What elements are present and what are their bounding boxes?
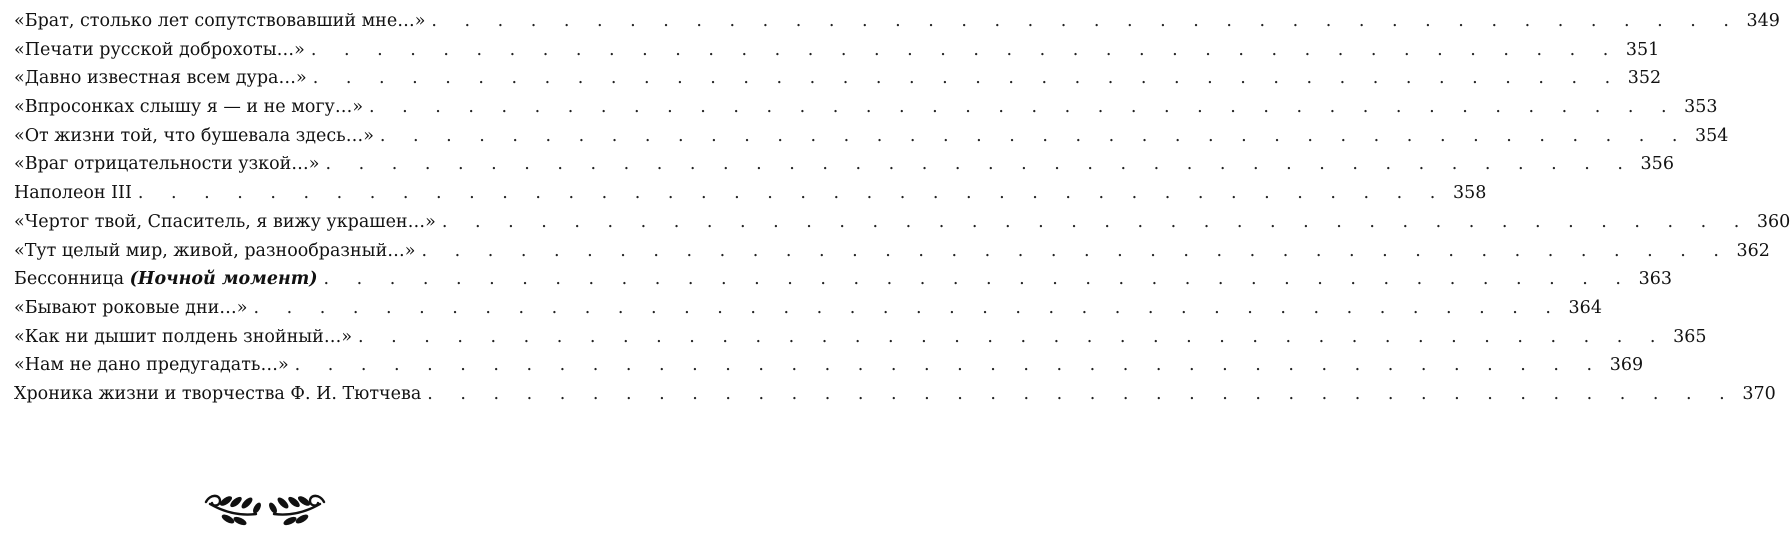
laurel-sprigs-ornament-icon xyxy=(200,488,330,528)
toc-entry-title: «Впросонках слышу я — и не могу…» xyxy=(14,97,364,118)
toc-entry-title: «Тут целый мир, живой, разнообразный…» xyxy=(14,240,416,261)
toc-leader-dots: . . . . . . . . . . . . . . . . . . . . . . . . . . . . . . . . . . . . . . . . xyxy=(325,154,1634,175)
toc-entry-page: 358 xyxy=(1452,183,1487,204)
toc-entry xyxy=(14,150,1674,179)
toc-entry-title-main: Бессонница xyxy=(14,269,125,290)
toc-entry xyxy=(14,64,1662,93)
toc-entry xyxy=(14,93,1718,122)
toc-entry xyxy=(14,294,1602,323)
toc-entry-page: 354 xyxy=(1694,125,1729,146)
toc-entry-page: 365 xyxy=(1673,326,1707,347)
toc-leader-dots: . . . . . . . . . . . . . . . . . . . . . . . . . . . . . . . . . . . . . . . . xyxy=(294,355,1604,376)
toc-leader-dots: . . . . . . . . . . . . . . . . . . . . . . . . . . . . . . . . . . . . . . . . xyxy=(431,11,1740,31)
toc-entry xyxy=(14,179,1487,208)
toc-entry xyxy=(14,7,1780,36)
toc-entry xyxy=(14,323,1707,352)
toc-entry-page: 360 xyxy=(1756,211,1790,232)
toc-entry xyxy=(14,351,1644,380)
toc-entry xyxy=(14,237,1770,266)
toc-entry xyxy=(14,208,1790,237)
toc-leader-dots: . . . . . . . . . . . . . . . . . . . . . . . . . . . . . . . . . . . . . . . . xyxy=(137,183,1447,204)
toc-leader-dots: . . . . . . . . . . . . . . . . . . . . . . . . . . . . . . . . . . . . . . . . xyxy=(312,68,1622,89)
toc-leader-dots: . . . . . . . . . . . . . . . . . . . . . . . . . . . . . . . . . . . . . . . . xyxy=(253,297,1562,318)
toc-entry xyxy=(14,122,1729,151)
toc-entry xyxy=(14,265,1672,294)
toc-entry xyxy=(14,36,1660,65)
table-of-contents xyxy=(14,7,1790,409)
toc-entry-title: «Брат, столько лет сопутствовавший мне…» xyxy=(14,11,426,31)
toc-entry-title: «Печати русской доброхоты…» xyxy=(14,39,305,60)
toc-entry-page: 351 xyxy=(1625,39,1660,60)
toc-entry-title: «Нам не дано предугадать…» xyxy=(14,355,289,376)
toc-entry-title: «Чертог твой, Спаситель, я вижу украшен…» xyxy=(14,211,436,232)
toc-entry-title: Хроника жизни и творчества Ф. И. Тютчева xyxy=(14,383,422,404)
toc-entry-page: 370 xyxy=(1742,383,1776,404)
toc-entry-title: «Давно известная всем дура…» xyxy=(14,68,307,89)
toc-entry-page: 369 xyxy=(1609,355,1644,376)
toc-entry-page: 363 xyxy=(1638,269,1672,290)
toc-leader-dots: . . . . . . . . . . . . . . . . . . . . . . . . . . . . . . . . . . . . . . . . xyxy=(369,97,1678,118)
toc-entry-title: «Враг отрицательности узкой…» xyxy=(14,154,320,175)
toc-entry-page: 352 xyxy=(1627,68,1662,89)
toc-entry-title xyxy=(14,265,324,294)
toc-leader-dots: . . . . . . . . . . . . . . . . . . . . . . . . . . . . . . . . . . . . . . . . xyxy=(323,269,1632,290)
toc-entry xyxy=(14,380,1776,409)
toc-leader-dots: . . . . . . . . . . . . . . . . . . . . . . . . . . . . . . . . . . . . . . . . xyxy=(427,383,1736,404)
toc-leader-dots: . . . . . . . . . . . . . . . . . . . . . . . . . . . . . . . . . . . . . . . . xyxy=(421,240,1730,261)
toc-entry-subtitle: (Ночной момент) xyxy=(129,269,318,290)
toc-leader-dots: . . . . . . . . . . . . . . . . . . . . . . . . . . . . . . . . . . . . . . . . xyxy=(441,211,1751,232)
toc-entry-page: 353 xyxy=(1684,97,1718,118)
toc-entry-page: 364 xyxy=(1568,297,1602,318)
toc-entry-title: «Как ни дышит полдень знойный…» xyxy=(14,326,353,347)
toc-leader-dots: . . . . . . . . . . . . . . . . . . . . . . . . . . . . . . . . . . . . . . . . xyxy=(379,125,1689,146)
toc-entry-title: «Бывают роковые дни…» xyxy=(14,297,248,318)
toc-entry-page: 349 xyxy=(1746,11,1780,31)
toc-leader-dots: . . . . . . . . . . . . . . . . . . . . . . . . . . . . . . . . . . . . . . . . xyxy=(310,39,1620,60)
toc-entry-title: Наполеон III xyxy=(14,183,132,204)
toc-leader-dots: . . . . . . . . . . . . . . . . . . . . . . . . . . . . . . . . . . . . . . . . xyxy=(358,326,1667,347)
toc-entry-page: 356 xyxy=(1640,154,1674,175)
toc-entry-page: 362 xyxy=(1736,240,1770,261)
toc-entry-title: «От жизни той, что бушевала здесь…» xyxy=(14,125,374,146)
